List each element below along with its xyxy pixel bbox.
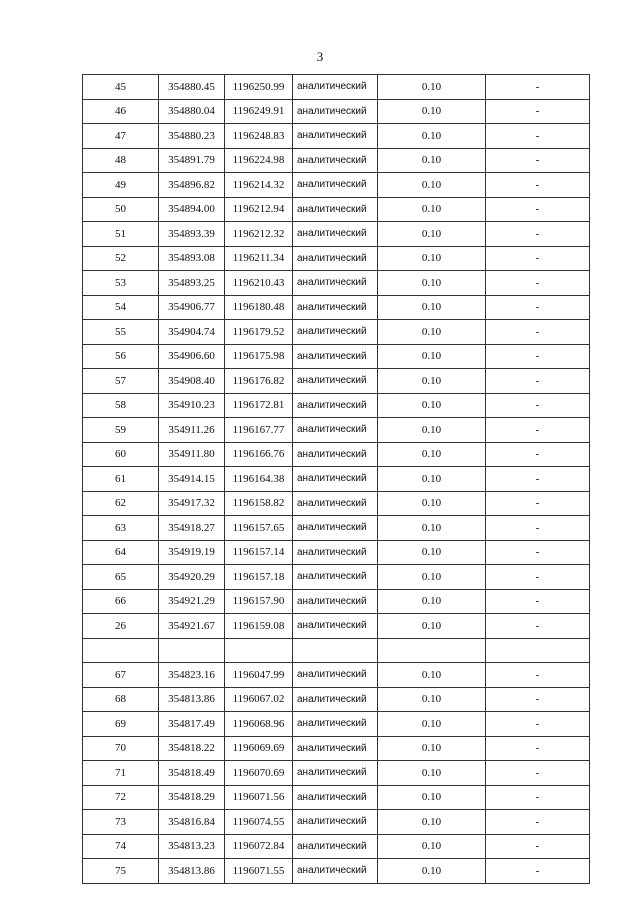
note-cell: - (486, 197, 590, 222)
accuracy-cell: 0.10 (378, 99, 486, 124)
y-coordinate-cell: 1196157.14 (225, 540, 293, 565)
method-cell: аналитический (293, 295, 378, 320)
note-cell: - (486, 761, 590, 786)
table-row (83, 246, 590, 271)
y-coordinate-cell: 1196074.55 (225, 810, 293, 835)
accuracy-cell: 0.10 (378, 222, 486, 247)
note-cell: - (486, 614, 590, 639)
x-coordinate-cell: 354880.04 (159, 99, 225, 124)
method-cell: аналитический (293, 761, 378, 786)
x-coordinate-cell: 354906.60 (159, 344, 225, 369)
point-number-cell: 52 (83, 246, 159, 271)
method-cell: аналитический (293, 516, 378, 541)
note-cell: - (486, 124, 590, 149)
y-coordinate-cell: 1196157.90 (225, 589, 293, 614)
y-coordinate-cell: 1196069.69 (225, 736, 293, 761)
y-coordinate-cell: 1196071.55 (225, 859, 293, 884)
x-coordinate-cell: 354920.29 (159, 565, 225, 590)
y-coordinate-cell: 1196212.32 (225, 222, 293, 247)
method-cell: аналитический (293, 859, 378, 884)
note-cell: - (486, 393, 590, 418)
note-cell: - (486, 540, 590, 565)
x-coordinate-cell: 354817.49 (159, 712, 225, 737)
method-cell: аналитический (293, 99, 378, 124)
note-cell: - (486, 589, 590, 614)
method-cell: аналитический (293, 614, 378, 639)
point-number-cell: 49 (83, 173, 159, 198)
x-coordinate-cell: 354911.80 (159, 442, 225, 467)
table-row (83, 295, 590, 320)
table-row (83, 516, 590, 541)
point-number-cell: 66 (83, 589, 159, 614)
point-number-cell: 64 (83, 540, 159, 565)
x-coordinate-cell: 354914.15 (159, 467, 225, 492)
note-cell: - (486, 785, 590, 810)
method-cell: аналитический (293, 687, 378, 712)
method-cell: аналитический (293, 369, 378, 394)
y-coordinate-cell: 1196211.34 (225, 246, 293, 271)
note-cell: - (486, 663, 590, 688)
x-coordinate-cell: 354880.45 (159, 75, 225, 100)
note-cell: - (486, 442, 590, 467)
x-coordinate-cell: 354893.08 (159, 246, 225, 271)
point-number-cell: 73 (83, 810, 159, 835)
point-number-cell: 68 (83, 687, 159, 712)
accuracy-cell: 0.10 (378, 516, 486, 541)
y-coordinate-cell: 1196164.38 (225, 467, 293, 492)
x-coordinate-cell: 354894.00 (159, 197, 225, 222)
method-cell: аналитический (293, 320, 378, 345)
method-cell: аналитический (293, 540, 378, 565)
y-coordinate-cell: 1196175.98 (225, 344, 293, 369)
accuracy-cell: 0.10 (378, 540, 486, 565)
y-coordinate-cell: 1196158.82 (225, 491, 293, 516)
accuracy-cell: 0.10 (378, 393, 486, 418)
method-cell: аналитический (293, 810, 378, 835)
x-coordinate-cell: 354893.39 (159, 222, 225, 247)
accuracy-cell: 0.10 (378, 663, 486, 688)
table-row (83, 810, 590, 835)
y-coordinate-cell: 1196068.96 (225, 712, 293, 737)
x-coordinate-cell: 354906.77 (159, 295, 225, 320)
point-number-cell: 65 (83, 565, 159, 590)
y-coordinate-cell: 1196180.48 (225, 295, 293, 320)
method-cell: аналитический (293, 418, 378, 443)
accuracy-cell: 0.10 (378, 75, 486, 100)
table-row (83, 442, 590, 467)
point-number-cell: 74 (83, 834, 159, 859)
table-row (83, 687, 590, 712)
x-coordinate-cell: 354818.49 (159, 761, 225, 786)
point-number-cell: 69 (83, 712, 159, 737)
method-cell: аналитический (293, 565, 378, 590)
y-coordinate-cell: 1196070.69 (225, 761, 293, 786)
point-number-cell: 61 (83, 467, 159, 492)
note-cell: - (486, 369, 590, 394)
x-coordinate-cell: 354880.23 (159, 124, 225, 149)
table-row (83, 785, 590, 810)
x-coordinate-cell: 354891.79 (159, 148, 225, 173)
point-number-cell: 54 (83, 295, 159, 320)
accuracy-cell: 0.10 (378, 442, 486, 467)
accuracy-cell: 0.10 (378, 197, 486, 222)
accuracy-cell: 0.10 (378, 834, 486, 859)
note-cell: - (486, 148, 590, 173)
method-cell: аналитический (293, 834, 378, 859)
y-coordinate-cell: 1196072.84 (225, 834, 293, 859)
y-coordinate-cell: 1196047.99 (225, 663, 293, 688)
table-row (83, 99, 590, 124)
y-coordinate-cell: 1196176.82 (225, 369, 293, 394)
accuracy-cell: 0.10 (378, 589, 486, 614)
x-coordinate-cell: 354813.86 (159, 687, 225, 712)
table-row (83, 859, 590, 884)
method-cell: аналитический (293, 246, 378, 271)
y-coordinate-cell: 1196250.99 (225, 75, 293, 100)
method-cell: аналитический (293, 442, 378, 467)
note-cell: - (486, 271, 590, 296)
table-row (83, 75, 590, 100)
table-row (83, 663, 590, 688)
y-coordinate-cell: 1196172.81 (225, 393, 293, 418)
point-number-cell (83, 638, 159, 663)
point-number-cell: 51 (83, 222, 159, 247)
method-cell: аналитический (293, 173, 378, 198)
accuracy-cell: 0.10 (378, 173, 486, 198)
coordinates-table (82, 74, 590, 884)
method-cell: аналитический (293, 736, 378, 761)
table-row (83, 222, 590, 247)
note-cell: - (486, 565, 590, 590)
method-cell: аналитический (293, 467, 378, 492)
table-row (83, 834, 590, 859)
point-number-cell: 60 (83, 442, 159, 467)
note-cell: - (486, 418, 590, 443)
table-row (83, 540, 590, 565)
x-coordinate-cell: 354921.67 (159, 614, 225, 639)
table-row (83, 565, 590, 590)
method-cell: аналитический (293, 197, 378, 222)
table-row (83, 491, 590, 516)
accuracy-cell: 0.10 (378, 761, 486, 786)
point-number-cell: 75 (83, 859, 159, 884)
y-coordinate-cell: 1196179.52 (225, 320, 293, 345)
y-coordinate-cell: 1196214.32 (225, 173, 293, 198)
y-coordinate-cell: 1196249.91 (225, 99, 293, 124)
table-row (83, 614, 590, 639)
note-cell: - (486, 99, 590, 124)
accuracy-cell: 0.10 (378, 785, 486, 810)
method-cell: аналитический (293, 271, 378, 296)
page-number: 3 (316, 49, 324, 64)
table-row (83, 344, 590, 369)
method-cell: аналитический (293, 148, 378, 173)
point-number-cell: 45 (83, 75, 159, 100)
note-cell: - (486, 173, 590, 198)
note-cell: - (486, 344, 590, 369)
method-cell: аналитический (293, 589, 378, 614)
y-coordinate-cell: 1196071.56 (225, 785, 293, 810)
table-row (83, 761, 590, 786)
y-coordinate-cell: 1196159.08 (225, 614, 293, 639)
note-cell: - (486, 834, 590, 859)
method-cell: аналитический (293, 222, 378, 247)
note-cell: - (486, 222, 590, 247)
table-row (83, 638, 590, 663)
x-coordinate-cell: 354918.27 (159, 516, 225, 541)
point-number-cell: 71 (83, 761, 159, 786)
accuracy-cell: 0.10 (378, 736, 486, 761)
table-row (83, 320, 590, 345)
note-cell: - (486, 687, 590, 712)
y-coordinate-cell: 1196210.43 (225, 271, 293, 296)
point-number-cell: 26 (83, 614, 159, 639)
method-cell: аналитический (293, 785, 378, 810)
table-row (83, 148, 590, 173)
table-row (83, 712, 590, 737)
y-coordinate-cell: 1196157.65 (225, 516, 293, 541)
method-cell: аналитический (293, 75, 378, 100)
x-coordinate-cell: 354896.82 (159, 173, 225, 198)
note-cell: - (486, 246, 590, 271)
accuracy-cell: 0.10 (378, 320, 486, 345)
accuracy-cell: 0.10 (378, 369, 486, 394)
table-row (83, 467, 590, 492)
method-cell: аналитический (293, 124, 378, 149)
table-row (83, 197, 590, 222)
note-cell: - (486, 736, 590, 761)
x-coordinate-cell: 354813.23 (159, 834, 225, 859)
y-coordinate-cell (225, 638, 293, 663)
point-number-cell: 56 (83, 344, 159, 369)
y-coordinate-cell: 1196248.83 (225, 124, 293, 149)
accuracy-cell: 0.10 (378, 344, 486, 369)
x-coordinate-cell: 354921.29 (159, 589, 225, 614)
note-cell: - (486, 491, 590, 516)
accuracy-cell (378, 638, 486, 663)
accuracy-cell: 0.10 (378, 246, 486, 271)
note-cell: - (486, 859, 590, 884)
x-coordinate-cell: 354813.86 (159, 859, 225, 884)
accuracy-cell: 0.10 (378, 859, 486, 884)
x-coordinate-cell: 354904.74 (159, 320, 225, 345)
point-number-cell: 72 (83, 785, 159, 810)
point-number-cell: 67 (83, 663, 159, 688)
x-coordinate-cell (159, 638, 225, 663)
note-cell: - (486, 712, 590, 737)
method-cell (293, 638, 378, 663)
method-cell: аналитический (293, 393, 378, 418)
point-number-cell: 48 (83, 148, 159, 173)
y-coordinate-cell: 1196167.77 (225, 418, 293, 443)
accuracy-cell: 0.10 (378, 491, 486, 516)
x-coordinate-cell: 354816.84 (159, 810, 225, 835)
note-cell: - (486, 295, 590, 320)
note-cell (486, 638, 590, 663)
x-coordinate-cell: 354908.40 (159, 369, 225, 394)
note-cell: - (486, 320, 590, 345)
x-coordinate-cell: 354893.25 (159, 271, 225, 296)
point-number-cell: 58 (83, 393, 159, 418)
note-cell: - (486, 516, 590, 541)
note-cell: - (486, 810, 590, 835)
x-coordinate-cell: 354919.19 (159, 540, 225, 565)
accuracy-cell: 0.10 (378, 271, 486, 296)
coordinates-table-body (83, 75, 590, 884)
point-number-cell: 46 (83, 99, 159, 124)
method-cell: аналитический (293, 712, 378, 737)
accuracy-cell: 0.10 (378, 687, 486, 712)
y-coordinate-cell: 1196067.02 (225, 687, 293, 712)
table-row (83, 736, 590, 761)
table-row (83, 173, 590, 198)
accuracy-cell: 0.10 (378, 295, 486, 320)
table-row (83, 418, 590, 443)
point-number-cell: 57 (83, 369, 159, 394)
table-row (83, 589, 590, 614)
note-cell: - (486, 467, 590, 492)
x-coordinate-cell: 354818.29 (159, 785, 225, 810)
table-row (83, 124, 590, 149)
y-coordinate-cell: 1196212.94 (225, 197, 293, 222)
point-number-cell: 55 (83, 320, 159, 345)
point-number-cell: 70 (83, 736, 159, 761)
point-number-cell: 63 (83, 516, 159, 541)
accuracy-cell: 0.10 (378, 565, 486, 590)
method-cell: аналитический (293, 663, 378, 688)
table-row (83, 393, 590, 418)
point-number-cell: 47 (83, 124, 159, 149)
point-number-cell: 50 (83, 197, 159, 222)
accuracy-cell: 0.10 (378, 148, 486, 173)
accuracy-cell: 0.10 (378, 418, 486, 443)
method-cell: аналитический (293, 491, 378, 516)
y-coordinate-cell: 1196166.76 (225, 442, 293, 467)
note-cell: - (486, 75, 590, 100)
point-number-cell: 62 (83, 491, 159, 516)
x-coordinate-cell: 354917.32 (159, 491, 225, 516)
accuracy-cell: 0.10 (378, 614, 486, 639)
y-coordinate-cell: 1196224.98 (225, 148, 293, 173)
accuracy-cell: 0.10 (378, 712, 486, 737)
x-coordinate-cell: 354910.23 (159, 393, 225, 418)
point-number-cell: 53 (83, 271, 159, 296)
table-row (83, 369, 590, 394)
x-coordinate-cell: 354823.16 (159, 663, 225, 688)
table-row (83, 271, 590, 296)
accuracy-cell: 0.10 (378, 467, 486, 492)
accuracy-cell: 0.10 (378, 810, 486, 835)
y-coordinate-cell: 1196157.18 (225, 565, 293, 590)
accuracy-cell: 0.10 (378, 124, 486, 149)
x-coordinate-cell: 354911.26 (159, 418, 225, 443)
x-coordinate-cell: 354818.22 (159, 736, 225, 761)
point-number-cell: 59 (83, 418, 159, 443)
method-cell: аналитический (293, 344, 378, 369)
